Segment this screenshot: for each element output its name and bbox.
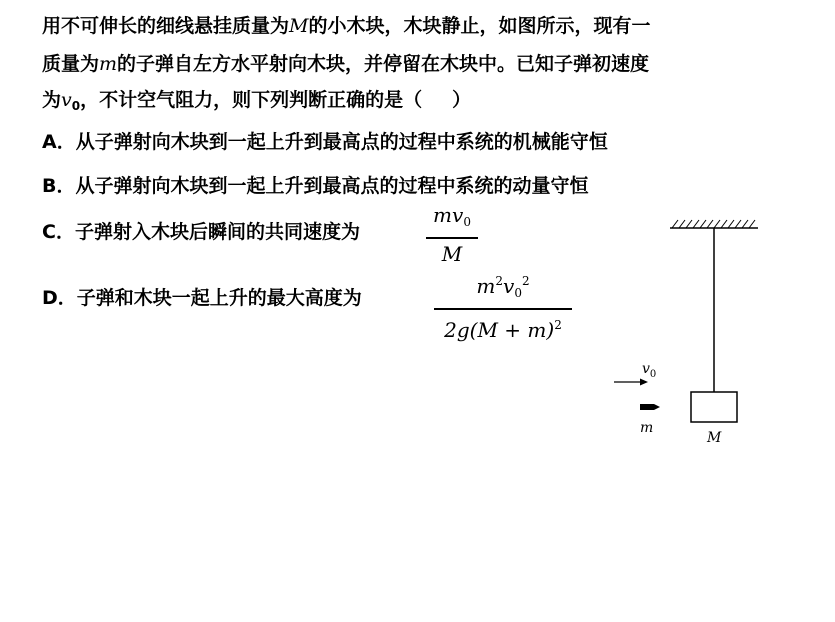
- question-text: 用不可伸长的细线悬挂质量为: [42, 15, 290, 37]
- bullet-label: m: [640, 420, 654, 436]
- pendulum-diagram: [600, 210, 770, 450]
- mass-symbol-m: m: [99, 53, 118, 75]
- option-c: [42, 220, 360, 244]
- velocity-label: $v_0$: [642, 361, 657, 380]
- block-label: M: [707, 430, 722, 446]
- option-b: [42, 174, 589, 198]
- question-line-1: [42, 14, 651, 38]
- question-text: 的子弹自左方水平射向木块，并停留在木块中。已知子弹初速度: [117, 53, 650, 75]
- option-label: B．: [42, 175, 76, 197]
- option-label: A．: [42, 131, 76, 153]
- question-text: 的小木块，木块静止，如图所示，现有一: [308, 15, 651, 37]
- fraction-denominator: $2g(M + m)^2$: [444, 317, 562, 342]
- option-d-fraction: [434, 268, 572, 343]
- question-text: 为: [42, 89, 62, 111]
- option-text: 从子弹射向木块到一起上升到最高点的过程中系统的机械能守恒: [75, 131, 608, 153]
- option-label: C．: [42, 221, 75, 243]
- fraction-numerator: $m^2v_0^2$: [476, 274, 530, 300]
- option-text: 从子弹射向木块到一起上升到最高点的过程中系统的动量守恒: [75, 175, 589, 197]
- wooden-block: [691, 392, 737, 422]
- question-text: 质量为: [42, 53, 100, 75]
- mass-symbol-M: M: [289, 15, 309, 37]
- fraction-bar: [434, 308, 572, 310]
- option-text: 子弹射入木块后瞬间的共同速度为: [74, 221, 360, 243]
- ceiling-hatching: [672, 220, 755, 228]
- fraction-bar: [426, 237, 478, 239]
- velocity-symbol: v: [61, 89, 72, 111]
- option-text: 子弹和木块一起上升的最大高度为: [76, 287, 362, 309]
- option-c-fraction: [426, 202, 478, 267]
- question-text: ，不计空气阻力，则下列判断正确的是（: [80, 89, 423, 111]
- velocity-subscript: 0: [71, 99, 81, 113]
- fraction-denominator: M: [441, 241, 463, 266]
- arrowhead-icon: [640, 379, 648, 386]
- option-label: D．: [42, 287, 77, 309]
- option-a: [42, 130, 608, 154]
- bullet-icon: [640, 404, 660, 410]
- option-d: [42, 286, 362, 310]
- question-line-2: [42, 52, 649, 76]
- question-line-3: [42, 88, 471, 118]
- question-text: ）: [452, 89, 472, 111]
- fraction-numerator: $mv_0$: [433, 203, 471, 229]
